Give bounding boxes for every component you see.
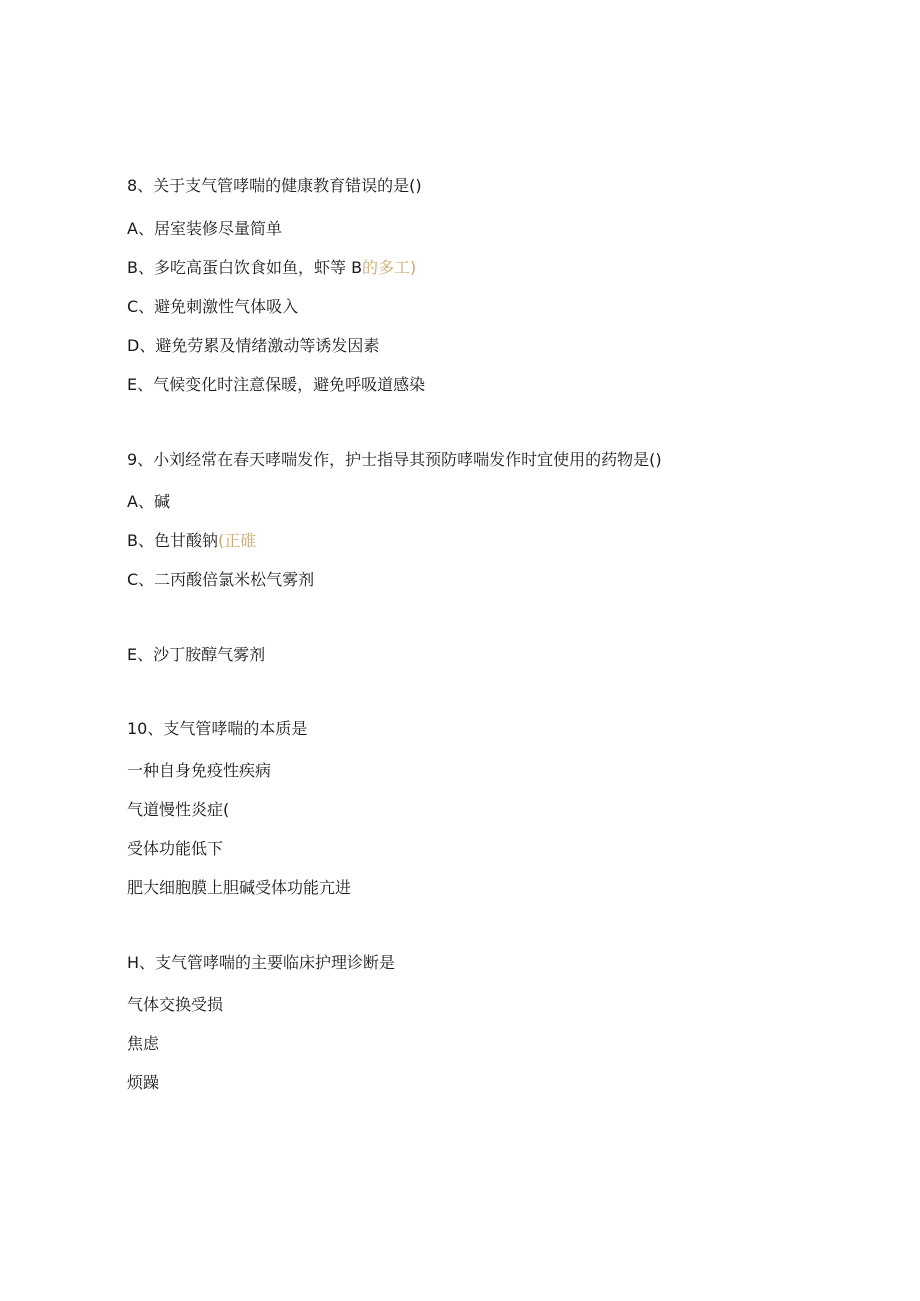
question-8-option-a: A、居室装修尽量简单 xyxy=(127,219,282,238)
question-h-option-2: 焦虑 xyxy=(127,1034,160,1053)
question-h-option-3: 烦躁 xyxy=(127,1073,160,1092)
question-9-option-a: A、碱 xyxy=(127,492,170,511)
question-8-stem: 8、关于支气管哮喘的健康教育错误的是() xyxy=(127,176,422,195)
question-8-option-d: D、避免劳累及情绪激动等诱发因素 xyxy=(127,336,380,355)
handwritten-mark: 的多工) xyxy=(362,258,417,277)
question-10-option-2: 气道慢性炎症( xyxy=(127,800,230,819)
question-9-option-c: C、二丙酸倍氯米松气雾剂 xyxy=(127,570,315,589)
option-text: B、多吃高蛋白饮食如鱼，虾等 B xyxy=(127,258,363,277)
handwritten-mark: (正碓 xyxy=(217,531,257,550)
question-8-option-c: C、避免刺激性气体吸入 xyxy=(127,297,299,316)
question-8-option-b xyxy=(127,258,416,278)
question-h-option-1: 气体交换受损 xyxy=(127,995,224,1014)
question-9-stem: 9、小刘经常在春天哮喘发作，护士指导其预防哮喘发作时宜使用的药物是() xyxy=(127,450,662,469)
question-8-option-e: E、气候变化时注意保暖，避免呼吸道感染 xyxy=(127,375,426,394)
question-h-stem: H、支气管哮喘的主要临床护理诊断是 xyxy=(127,953,396,972)
question-10-option-1: 一种自身免疫性疾病 xyxy=(127,761,272,780)
option-text: B、色甘酸钠 xyxy=(127,531,218,550)
question-10-option-4: 肥大细胞膜上胆碱受体功能亢进 xyxy=(127,878,352,897)
question-10-option-3: 受体功能低下 xyxy=(127,839,224,858)
question-9-option-e: E、沙丁胺醇气雾剂 xyxy=(127,645,266,664)
question-10-stem: 10、支气管哮喘的本质是 xyxy=(127,719,308,738)
question-9-option-b xyxy=(127,531,256,551)
